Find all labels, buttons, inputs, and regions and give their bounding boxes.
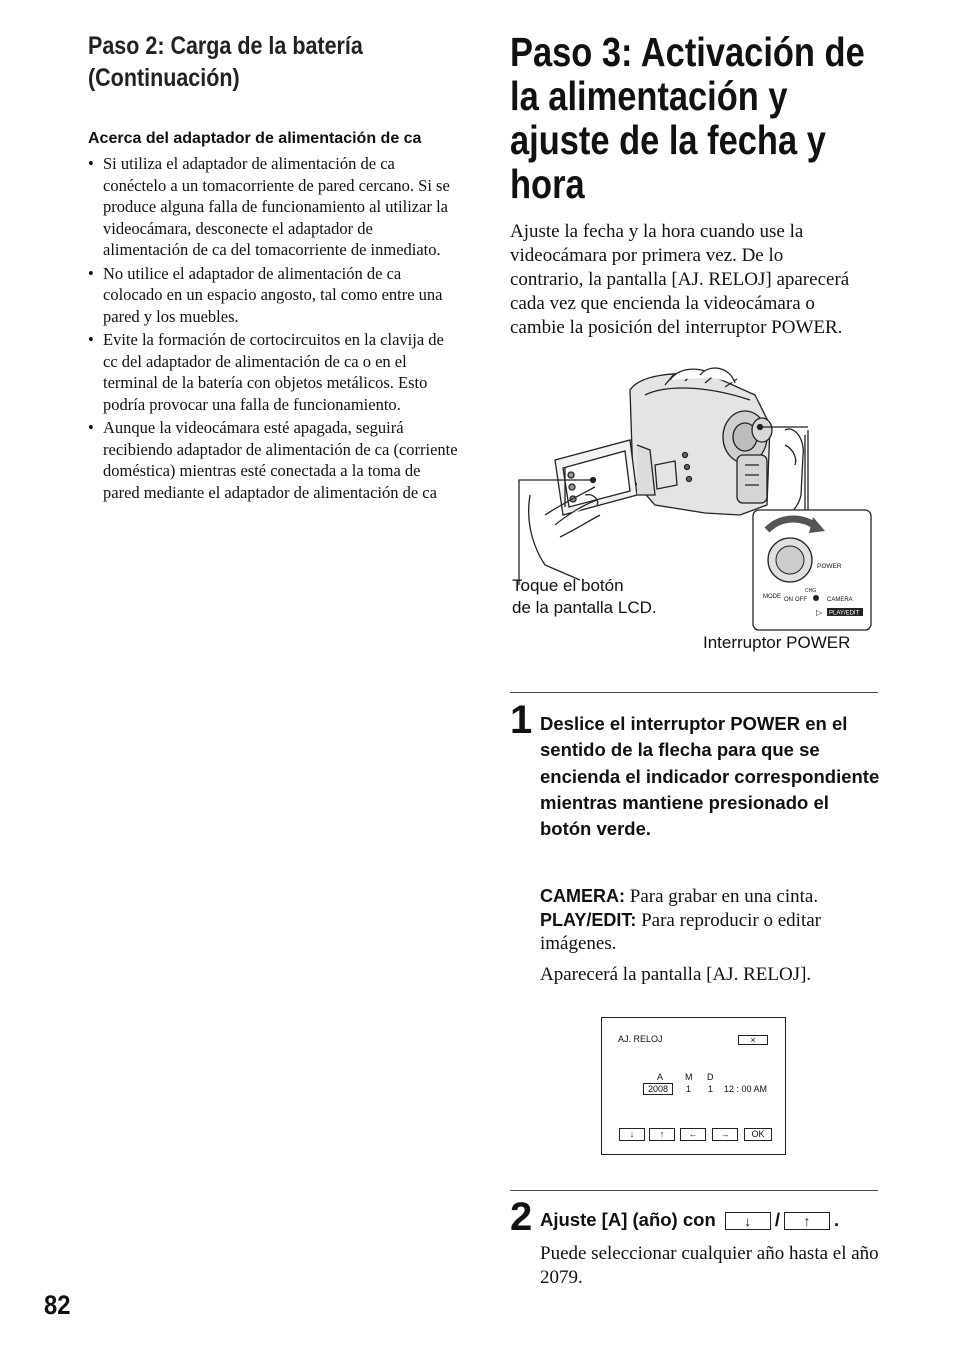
intro-paragraph: Ajuste la fecha y la hora cuando use la videocámara por primera vez. De lo contrario, la pantalla [AJ. RELOJ] aparecerá cada vez que encienda la videocámara o cambie la posición del interruptor POWER. [510,221,850,338]
lcd-year-value[interactable]: 2008 [643,1083,673,1095]
step2-number: 2 [510,1195,533,1239]
step1-number: 1 [510,698,533,742]
caption-lcd-line1: Toque el botón [512,576,624,595]
close-icon[interactable]: × [738,1035,768,1045]
dial-off-label: OFF [795,597,807,603]
dial-power-label: POWER [817,563,842,570]
step2-up-button: ↑ [784,1212,830,1230]
camcorder-figure [505,365,880,665]
lcd-up-button[interactable]: ↑ [649,1128,675,1141]
step2-separator: / [774,1209,781,1230]
bullet-item: • Si utiliza el adaptador de alimentación de ca conéctelo a un tomacorriente de pared cercano. Si se produce alguna falla de funcionamiento al utilizar la videocámara, desconecte el adaptador de alimentación de ca del tomacorriente de inmediato. [88,153,460,261]
dial-on-label: ON [784,597,793,603]
adapter-heading: Acerca del adaptador de alimentación de ca [88,130,422,147]
page-title [510,30,930,206]
section-header-line2: (Continuación) [88,64,240,92]
lcd-col-month: M [685,1072,693,1082]
title-line: la alimentación y [510,73,788,119]
step2-instruction [540,1209,839,1231]
caption-lcd-line2: de la pantalla LCD. [512,598,657,617]
bullet-item: • Evite la formación de cortocircuitos en la clavija de cc del adaptador de alimentación de ca o en el terminal de la batería con objetos metálicos. Esto podría provocar una falla de funcionamiento. [88,329,460,415]
clock-set-screen [601,1017,786,1155]
lcd-time-value[interactable]: 12 : 00 AM [724,1084,768,1094]
adapter-bullet-list [88,153,460,503]
lcd-day-value[interactable]: 1 [708,1084,714,1094]
step1-instruction: Deslice el interruptor POWER en el sentido de la flecha para que se encienda el indicador correspondiente mientras mantiene presionado el botón verde. [540,713,880,840]
title-line: Paso 3: Activación de [510,29,865,75]
lcd-left-button[interactable]: ← [680,1128,706,1141]
playedit-mode-line [540,909,880,956]
step2-text-after: . [834,1209,840,1230]
lcd-right-button[interactable]: → [712,1128,738,1141]
playedit-mode-desc: Para reproducir o editar imágenes. [540,909,821,954]
dial-camera-label: CAMERA [827,597,853,603]
bullet-item: • Aunque la videocámara esté apagada, seguirá recibiendo adaptador de alimentación de ca (corriente doméstica) mientras esté conectada a la toma de pared mediante el adaptador de alimentación de ca [88,417,460,503]
dial-charge-label: CHG [805,588,817,594]
dial-indicator-icon: ▷ [816,608,823,617]
dial-playedit-label: PLAY/EDIT [829,610,860,617]
playedit-mode-label: PLAY/EDIT: [540,909,637,930]
camera-mode-label: CAMERA: [540,886,625,906]
lcd-col-year: A [657,1072,664,1082]
title-line: ajuste de la fecha y [510,117,826,163]
step1-modes [540,885,880,956]
step1-result: Aparecerá la pantalla [AJ. RELOJ]. [540,964,812,985]
step2-detail: Puede seleccionar cualquier año hasta el año 2079. [540,1243,879,1288]
step2-text-before: Ajuste [A] (año) con [540,1209,716,1230]
lcd-ok-button[interactable]: OK [744,1128,772,1141]
title-line: hora [510,161,585,207]
lcd-down-button[interactable]: ↓ [619,1128,645,1141]
step2-down-button: ↓ [725,1212,771,1230]
bullet-item: • No utilice el adaptador de alimentación de ca colocado en un espacio angosto, tal como entre una pared y los muebles. [88,263,460,328]
step1-divider [510,692,878,693]
section-header [88,30,458,94]
lcd-month-value[interactable]: 1 [686,1084,692,1094]
page-number: 82 [44,1290,71,1320]
lcd-title: AJ. RELOJ [618,1034,663,1044]
figure-caption-power: Interruptor POWER [703,633,851,652]
lcd-col-day: D [707,1072,714,1082]
figure-caption-lcd [512,575,657,619]
dial-mode-label: MODE [763,594,781,600]
camera-mode-desc: Para grabar en una cinta. [625,886,819,907]
section-header-line1: Paso 2: Carga de la batería [88,32,363,60]
left-column [88,30,460,505]
camera-mode-line [540,885,880,909]
camcorder-illustration [505,365,880,665]
step2-divider [510,1190,878,1191]
